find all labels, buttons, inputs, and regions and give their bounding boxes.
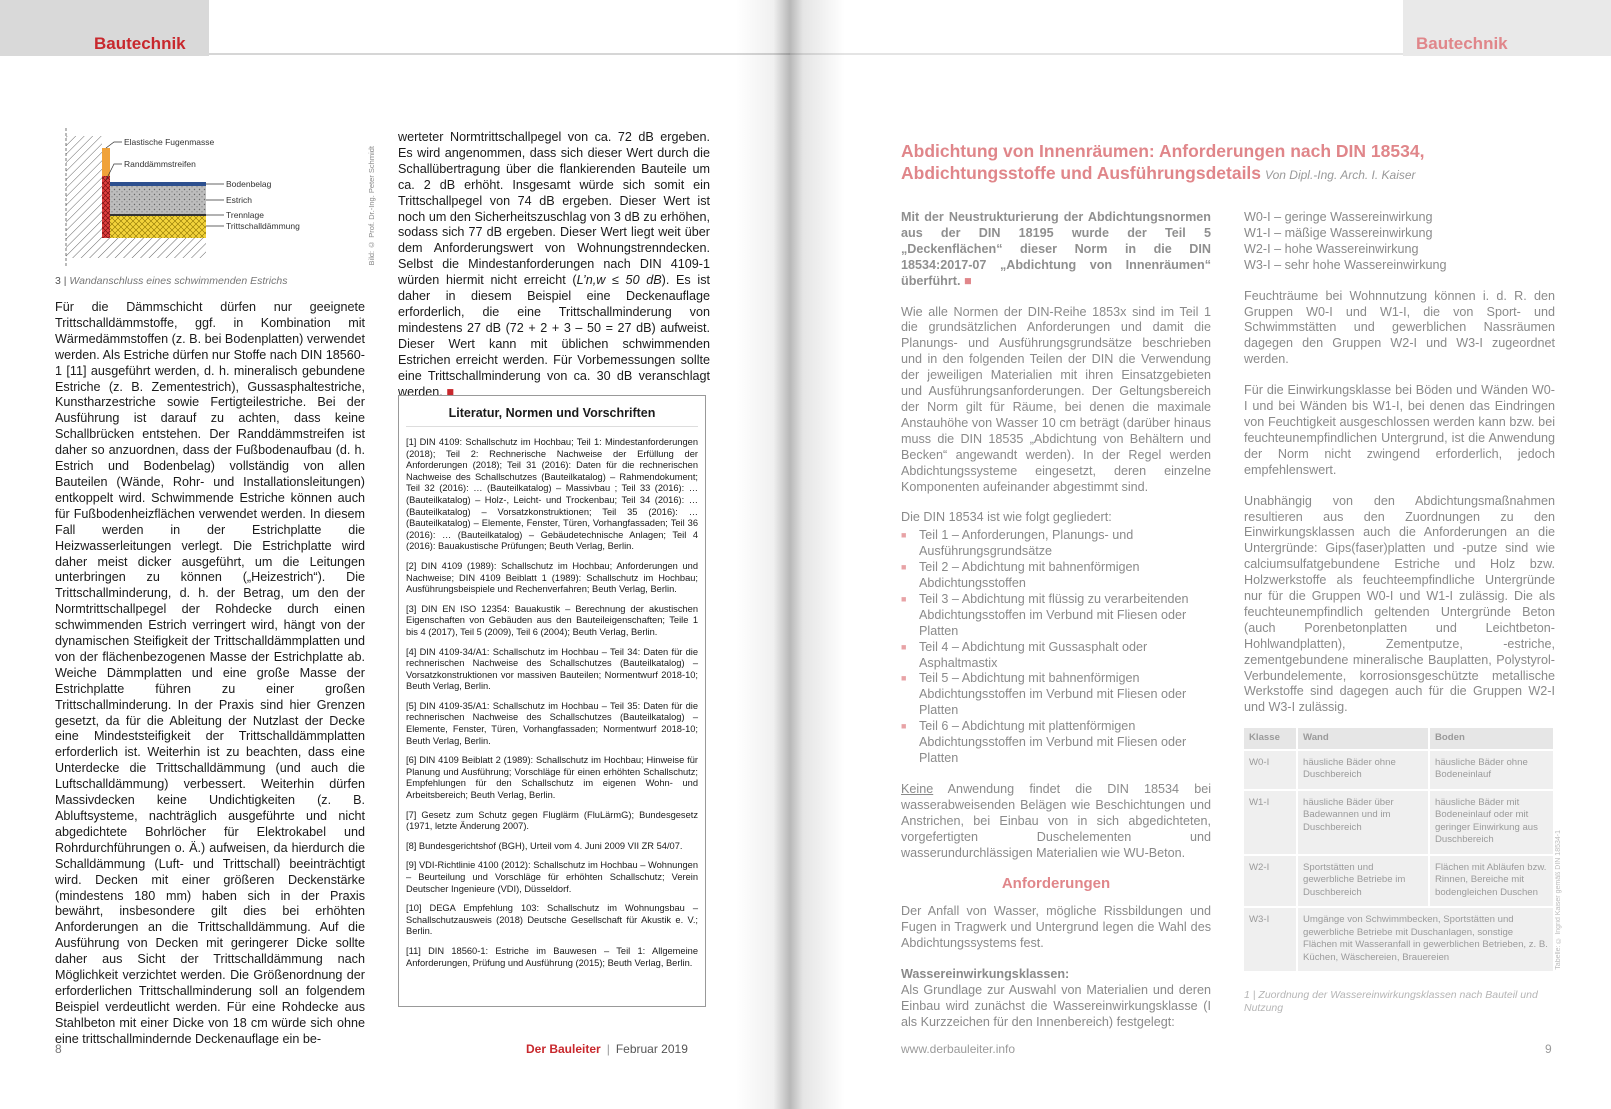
magazine-name: Der Bauleiter: [526, 1042, 601, 1056]
article-intro-text: Mit der Neustrukturierung der Abdichtungsnormen aus der DIN 18195 wurde der Teil 5 „Deckenflächen“ dieser Norm in die DIN 18534:2017-07 „Abdichtung von Innenräumen“ überführt.: [901, 210, 1211, 288]
table-cell: W3-I: [1244, 907, 1297, 971]
body-column-2-text-b: ). Es ist daher in diesem Beispiel eine Deckenauflage erforderlich, die eine Trittschallminderung von mindestens 27 dB (72 + 2 + 3 – 50 = 27 dB) aufweist. Dieser Wert kann mit üblichen schwimmenden Estrichen erreicht werden. Für Vorbemessungen sollte eine Trittschallminderung von ca. 30 dB veranschlagt werden.: [398, 273, 710, 399]
list-item: ■ Teil 3 – Abdichtung mit flüssig zu verarbeitenden Abdichtungsstoffen im Verbund mit Fliesen oder Platten: [901, 592, 1211, 640]
subheading: Wassereinwirkungsklassen:: [901, 967, 1070, 982]
label-joint-sealant: Elastische Fugenmasse: [124, 137, 215, 147]
literature-item: [5] DIN 4109-35/A1: Schallschutz im Hochbau – Teil 35: Daten für die rechnerischen Nachweise des Schallschutzes (Bauteilkatalog) – Elemente, Fenster, Türen, Vorhangfassaden; Normentwurf 2018-10; Beuth Verlag, Berlin.: [406, 700, 698, 746]
paragraph: [901, 782, 1211, 862]
literature-item: [3] DIN EN ISO 12354: Bauakustik – Berechnung der akustischen Eigenschaften von Gebäuden aus den Bauteileigenschaften; Teile 1 bis 4 (2017), Teil 5 (2009), Teil 6 (2004); Beuth Verlag, Berlin.: [406, 603, 698, 637]
floating-screed-diagram: [58, 128, 358, 266]
paragraph: Die DIN 18534 ist wie folgt gegliedert:: [901, 510, 1112, 525]
list-item: W2-I – hohe Wassereinwirkung: [1244, 241, 1419, 256]
water-class-list: [1244, 210, 1555, 274]
literature-item: [8] Bundesgerichtshof (BGH), Urteil vom 4. Juni 2009 VII ZR 54/07.: [406, 840, 683, 851]
figure-caption-number: 3 |: [55, 275, 67, 287]
figure-credit: Bild: © Prof. Dr.-Ing. Peter Schmidt: [367, 146, 376, 266]
separating-layer: [110, 214, 206, 216]
table-header-row: [1244, 728, 1554, 750]
website-url: www.derbauleiter.info: [901, 1042, 1016, 1056]
paragraph: Unabhängig von den Abdichtungsmaßnahmen resultieren aus den Zuordnungen zu den Einwirkungsklassen auch die Anforderungen an die Untergründe: Gips(faser)platten und -putze sind wie calciumsulfatgebundene Estriche und Holz bzw. Holzwerkstoffe als feuchteempfindliche Untergründe nur für die Gruppen W0-I und W1-I zulässig. Die als feuchteunempfindlich geltenden Untergründe Beton (auch Porenbetonplatten und Leichtbeton-Hohlwandplatten), Zementputze, -estriche, zementgebundene mineralische Bauplatten, Polystyrol-Verbundelemente, korrosionsgeschützte metallische Werkstoffe sind dagegen auch für die Gruppen W2-I und W3-I zulässig.: [1244, 493, 1555, 715]
article-title-text: Abdichtung von Innenräumen: Anforderungen nach DIN 18534, Abdichtungsstoffe und Ausführungsdetails: [901, 141, 1425, 183]
label-insulation: Trittschalldämmung: [226, 221, 300, 231]
left-page: [0, 0, 790, 1109]
footer-separator: |: [606, 1042, 610, 1056]
list-item: ■ Teil 2 – Abdichtung mit bahnenförmigen Abdichtungsstoffen: [901, 560, 1211, 592]
literature-box: [398, 395, 706, 1007]
literature-item: [6] DIN 4109 Beiblatt 2 (1989): Schallschutz im Hochbau; Hinweise für Planung und Ausführung; Vorschläge für einen erhöhten Schallschutz; Empfehlungen für den Schallschutz im eigenen Wohn- und Arbeitsbereich; Beuth Verlag, Berlin.: [406, 755, 698, 801]
table-caption: [1244, 989, 1555, 1015]
section-header: Bautechnik: [1416, 34, 1508, 53]
norm-parts-list: [901, 528, 1211, 767]
water-class-table: [1244, 728, 1555, 971]
table-header: Klasse: [1244, 728, 1297, 750]
list-item: ■ Teil 5 – Abdichtung mit bahnenförmigen Abdichtungsstoffen im Verbund mit Fliesen oder Platten: [901, 671, 1211, 719]
label-edge-strip: Randdämmstreifen: [124, 159, 196, 169]
right-column-2: [1244, 210, 1555, 731]
literature-item: [2] DIN 4109 (1989): Schallschutz im Hochbau; Anforderungen und Nachweise; DIN 4109 Beiblatt 1 (1989): Schallschutz im Hochbau; Ausführungsbeispiele und Rechenverfahren; Beuth Verlag, Berlin.: [406, 560, 698, 595]
table-header: Wand: [1297, 728, 1429, 750]
section-heading: Anforderungen: [1001, 875, 1111, 893]
joint-sealant: [102, 148, 110, 176]
table-cell: häusliche Bäder ohne Bodeneinlauf: [1429, 750, 1554, 790]
article-intro: [901, 210, 1211, 290]
table-row: [1244, 790, 1554, 855]
table-row: [1244, 750, 1554, 790]
formula-ln-w: L’n,w ≤ 50 dB: [576, 273, 662, 288]
literature-item: [4] DIN 4109-34/A1: Schallschutz im Hochbau – Teil 34: Daten für die rechnerischen Nachweise des Schallschutzes (Bauteilkatalog) – Vorsatzkonstruktionen vor massiven Bauteilen; Normentwurf 2018-10; Beuth Verlag, Berlin.: [406, 646, 698, 692]
footer-masthead: [526, 1042, 688, 1056]
impact-sound-insulation: [110, 216, 206, 238]
edge-insulation-strip: [102, 176, 110, 238]
paragraph-text: Anwendung findet die DIN 18534 bei wasserabweisenden Belägen wie Beschichtungen und Anstrichen, bei Einbau von in sich abgedichteten, vorgefertigten Duschelementen und wasserundurchlässigen Materialien wie WU-Beton.: [901, 781, 1211, 860]
table-credit: Tabelle: © Ingrid Kaiser gemäß DIN 18534-1: [1555, 830, 1562, 970]
table-caption-text: Zuordnung der Wassereinwirkungsklassen nach Bauteil und Nutzung: [1244, 989, 1538, 1014]
intro-end-mark: ■: [963, 273, 972, 288]
list-item: ■ Teil 6 – Abdichtung mit plattenförmigen Abdichtungsstoffen im Verbund mit Fliesen oder Platten: [901, 719, 1211, 767]
paragraph: Feuchträume bei Wohnnutzung können i. d. R. den Gruppen W0-I und W1-I, die von Sport- und Schwimmstätten und gewerblichen Nassräumen dagegen den Gruppen W2-I und W3-I zugeordnet werden.: [1244, 288, 1555, 367]
paragraph: Der Anfall von Wasser, mögliche Rissbildungen und Fugen in Tragwerk und Untergrund legen die Wahl des Abdichtungssystems fest.: [901, 904, 1211, 951]
table-cell: W2-I: [1244, 855, 1297, 908]
keine-word: Keine: [901, 781, 934, 796]
label-screed: Estrich: [226, 195, 252, 205]
literature-item: [1] DIN 4109: Schallschutz im Hochbau; Teil 1: Mindestanforderungen (2018); Teil 2: Rechnerische Nachweise der Erfüllung der Anforderungen (2018); Teil 31 (2016): Daten für die rechnerischen Nachweise des Schallschutzes (Bauteilkatalog) – Rahmendokument; Teil 32 (2016): … (Bauteilkatalog) – Massivbau ; Teil 33 (2016): … (Bauteilkatalog) – Holz-, Leicht- und Trockenbau; Teil 34 (2016): … (Bauteilkatalog) – Vorsatzkonstruktionen; Teil 35 (2016): … (Bauteilkatalog) – Elemente, Fenster, Türen, Vorhangfassaden; Teil 36 (2016): … (Bauteilkatalog) – Gebäudetechnische Anlagen; Teil 4 (2016): Bauakustische Prüfungen; Beuth Verlag, Berlin.: [406, 437, 698, 552]
concrete-slab: [66, 238, 206, 258]
literature-item: [11] DIN 18560-1: Estriche im Bauwesen – Teil 1: Allgemeine Anforderungen, Prüfung und Ausführung (2015); Beuth Verlag, Berlin.: [406, 945, 698, 968]
list-item: ■ Teil 4 – Abdichtung mit Gussasphalt oder Asphaltmastix: [901, 640, 1211, 672]
table-cell: häusliche Bäder mit Bodeneinlauf oder mit geringer Einwirkung aus Duschbereich: [1429, 790, 1554, 855]
figure-caption-text: Wandanschluss eines schwimmenden Estrichs: [69, 275, 288, 287]
table-cell: Sportstätten und gewerbliche Betriebe im Duschbereich: [1297, 855, 1429, 908]
list-item: W1-I – mäßige Wassereinwirkung: [1244, 225, 1433, 240]
list-item: ■ Teil 1 – Anforderungen, Planungs- und Ausführungsgrundsätze: [901, 528, 1211, 560]
screed-layer: [110, 186, 206, 214]
body-column-1: Für die Dämmschicht dürfen nur geeignete Trittschalldämmstoffe, ggf. in Kombination mit Wärmedämmstoffen (z. B. bei Bodenplatten) verwendet werden. Als Estriche dürfen nur Stoffe nach DIN 18560-1 [11] ausgeführt werden, d. h. mineralisch gebundene Estriche (z. B. Zementestrich), Gussasphaltestriche, Kunstharzestriche sowie Fertigteilestriche. Bei der Ausführung ist darauf zu achten, dass keine Schallbrücken entstehen. Der Randdämmstreifen ist daher so anzuordnen, dass der Fußbodenaufbau (d. h. Estrich und Bodenbelag) vollständig von allen Bauteilen (Wände, Rohr- und Installationsleitungen) entkoppelt wird. Schwimmende Estriche können auch für Fußbodenheizflächen verwendet werden. In diesem Fall werden in der Estrichplatte die Heizwasserleitungen verlegt. Die Estrichplatte wird daher meist dicker ausgeführt, um die Leitungen unterbringen zu können („Heizestrich“). Die Trittschallminderung, d. h. der Betrag, um den der Normtrittschallpegel der Rohdecke durch einen schwimmenden Estrich verringert wird, hängt von der dynamischen Steifigkeit der Trittschalldämmplatten und von der flächenbezogenen Masse der Estrichplatte ab. Weiche Dämmplatten und eine große Masse der Estrichplatte führen zu einer großen Trittschallminderung. In der Praxis sind hier Grenzen gesetzt, da für die Ableitung der Nutzlast der Decke eine Mindeststeifigkeit der Trittschalldämmplatten erforderlich ist. Weiterhin ist zu beachten, dass eine Unterdecke die Trittschalldämmung (und auch die Luftschalldämmung) verbessert. Weiterhin dürfen Massivdecken keine Undichtigkeiten (z. B. Abluftsysteme, nachträglich ausgeführte und nicht abgedichtete Bohrlöcher für Elektrokabel und Rohrdurchführungen o. Ä.) aufweisen, da hierdurch die Schalldämmung (Luft- und Trittschall) beeinträchtigt wird. Decken mit einer größeren Deckenstärke (mindestens 180 mm) haben sich in der Praxis bewährt, insbesondere gilt dies bei erhöhten Anforderungen an die Trittschalldämmung. Auf die Ausführung von Decken mit geringerer Dicke sollte daher aus Sicht der Trittschalldämmung nach Möglichkeit verzichtet werden. Die Größenordnung der erforderlichen Trittschallminderung soll an folgendem Beispiel verdeutlicht werden. Für eine Rohdecke aus Stahlbeton mit einer Dicke von 18 cm würde sich ohne eine trittschallmindernde Deckenauflage ein be-: [55, 300, 365, 1046]
article-author: Von Dipl.-Ing. Arch. I. Kaiser: [1265, 168, 1416, 182]
table-caption-number: 1 |: [1244, 989, 1256, 1001]
table-cell: Flächen mit Abläufen bzw. Rinnen, Bereiche mit bodengleichen Duschen: [1429, 855, 1554, 908]
table-header: Boden: [1429, 728, 1554, 750]
issue-date: Februar 2019: [615, 1042, 688, 1056]
page-number-right: 9: [1545, 1042, 1552, 1056]
body-column-2: [398, 130, 710, 400]
table-cell: Umgänge von Schwimmbecken, Sportstätten und gewerbliche Betriebe mit Duschanlagen, sonstige Flächen mit Wasseranfall in gewerblichen Betrieben, z. B. Küchen, Wäschereien, Brauereien: [1297, 907, 1554, 971]
paragraph: Für die Einwirkungsklasse bei Böden und Wänden W0-I und bei Wänden bis W1-I, bei denen das Eindringen von Feuchtigkeit ausgeschlossen werden kann bzw. bei feuchteunempfindlichen Untergrund, ist die Anwendung der Norm nicht zwingend erforderlich, jedoch empfehlenswert.: [1244, 383, 1555, 477]
list-item: W0-I – geringe Wassereinwirkung: [1244, 210, 1433, 224]
figure-caption: [55, 275, 287, 287]
literature-item: [7] Gesetz zum Schutz gegen Fluglärm (FluLärmG); Bundesgesetz (1971, letzte Änderung 2007).: [406, 809, 698, 832]
literature-item: [10] DEGA Empfehlung 103: Schallschutz im Wohnungsbau – Schallschutzausweis (2018) Deutsche Gesellschaft für Akustik e. V.; Berlin.: [406, 903, 698, 937]
end-mark: ■: [446, 384, 454, 399]
page-number-left: 8: [55, 1042, 62, 1056]
table-cell: häusliche Bäder über Badewannen und im Duschbereich: [1297, 790, 1429, 855]
header-rule: [790, 53, 1403, 55]
label-floor-covering: Bodenbelag: [226, 179, 272, 189]
literature-item: [9] VDI-Richtlinie 4100 (2012): Schallschutz im Hochbau – Wohnungen – Beurteilung und Vorschläge für erhöhten Schallschutz; Verein Deutscher Ingenieure (VDI), Düsseldorf.: [406, 860, 698, 894]
section-header: Bautechnik: [94, 34, 186, 53]
table-cell: W0-I: [1244, 750, 1297, 790]
list-item: W3-I – sehr hohe Wassereinwirkung: [1244, 257, 1447, 272]
paragraph: Wie alle Normen der DIN-Reihe 1853x sind im Teil 1 die grundsätzlichen Anforderungen und damit die Planungs- und Ausführungsgrundsätze beschrieben und in den folgenden Teilen der DIN die Verwendung der jeweiligen Materialien mit ihren Einsatzgebieten und Ausführungsanforderungen. Der Geltungsbereich der Norm gilt für Räume, bei denen die maximale Anstauhöhe von Wasser 10 cm beträgt (darüber hinaus muss die DIN 18535 „Abdichtung von Behältern und Becken“ angewandt werden). In der Regel werden Abdichtungssysteme eingesetzt, deren einzelne Komponenten aufeinander abgestimmt sind.: [901, 304, 1211, 494]
table-row: [1244, 907, 1554, 971]
paragraph: Als Grundlage zur Auswahl von Materialien und deren Einbau wird zunächst die Wassereinwirkungsklasse (I als Kurzzeichen für den Innenbereich) festgelegt:: [901, 982, 1211, 1029]
table-cell: W1-I: [1244, 790, 1297, 855]
table-row: [1244, 855, 1554, 908]
article-title: [901, 140, 1551, 186]
label-separating-layer: Trennlage: [226, 210, 264, 220]
header-rule: [209, 53, 790, 55]
table-cell: häusliche Bäder ohne Duschbereich: [1297, 750, 1429, 790]
literature-title: Literatur, Normen und Vorschriften: [406, 406, 698, 427]
floor-covering: [110, 182, 206, 186]
right-column-1: [901, 210, 1211, 1046]
body-column-2-text-a: werteter Normtrittschallpegel von ca. 72 dB ergeben. Es wird angenommen, dass sich dieser Wert durch die Schallübertragung über die flankierenden Bauteile um ca. 2 dB erhöht. Insgesamt würde sich somit ein Trittschallpegel von 74 dB ergeben. Dieser Wert ist noch um den Sicherheitszuschlag von 3 dB zu erhöhen, sodass sich 77 dB ergeben. Dieser Wert liegt weit über dem Anforderungswert von Wohnungstrenndecken. Selbst die Mindestanforderungen nach DIN 4109-1 würden hiermit nicht erreicht (: [398, 130, 710, 288]
